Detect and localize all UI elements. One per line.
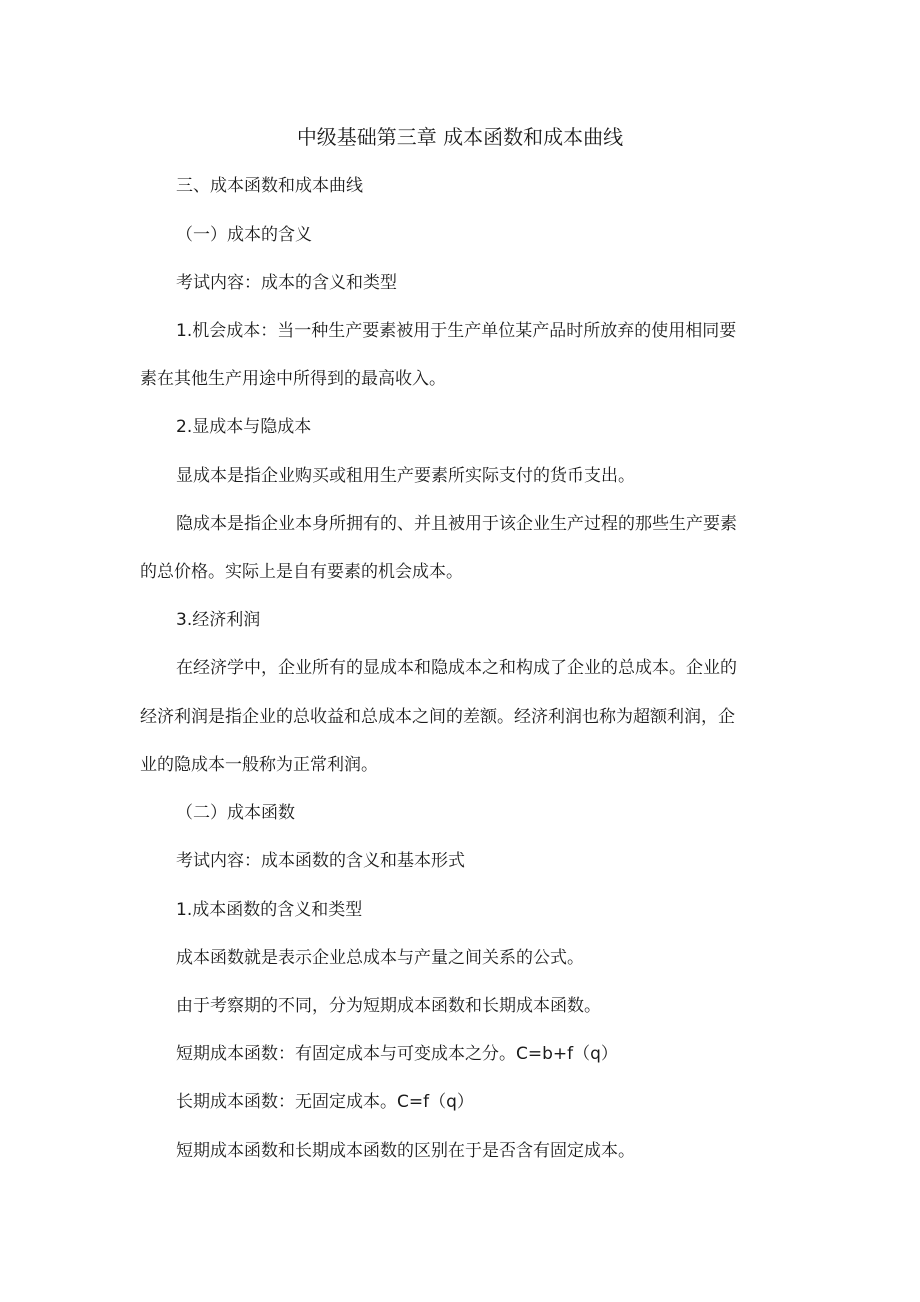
subsection-heading-1: （一）成本的含义: [176, 225, 312, 245]
paragraph-long-run-cost-function: 长期成本函数：无固定成本。C=f（q）: [176, 1092, 474, 1112]
paragraph-cost-function-difference: 短期成本函数和长期成本函数的区别在于是否含有固定成本。: [176, 1141, 635, 1161]
document-title: 中级基础第三章 成本函数和成本曲线: [296, 125, 624, 149]
paragraph-opportunity-cost-line1: 1.机会成本：当一种生产要素被用于生产单位某产品时所放弃的使用相同要: [176, 321, 737, 341]
paragraph-explicit-cost: 显成本是指企业购买或租用生产要素所实际支付的货币支出。: [176, 466, 635, 486]
paragraph-short-run-cost-function: 短期成本函数：有固定成本与可变成本之分。C=b+f（q）: [176, 1044, 618, 1064]
item-heading-explicit-implicit: 2.显成本与隐成本: [176, 417, 312, 437]
exam-content-1: 考试内容：成本的含义和类型: [176, 273, 397, 293]
paragraph-opportunity-cost-line2: 素在其他生产用途中所得到的最高收入。: [140, 369, 446, 389]
item-heading-economic-profit: 3.经济利润: [176, 610, 261, 630]
section-heading-3: 三、成本函数和成本曲线: [176, 176, 363, 196]
paragraph-cost-function-definition: 成本函数就是表示企业总成本与产量之间关系的公式。: [176, 948, 584, 968]
paragraph-economic-profit-line3: 业的隐成本一般称为正常利润。: [140, 755, 378, 775]
exam-content-2: 考试内容：成本函数的含义和基本形式: [176, 851, 465, 871]
paragraph-economic-profit-line2: 经济利润是指企业的总收益和总成本之间的差额。经济利润也称为超额利润，企: [140, 707, 735, 727]
paragraph-implicit-cost-line2: 的总价格。实际上是自有要素的机会成本。: [140, 562, 463, 582]
paragraph-cost-function-types: 由于考察期的不同，分为短期成本函数和长期成本函数。: [176, 996, 601, 1016]
subsection-heading-2: （二）成本函数: [176, 803, 295, 823]
paragraph-implicit-cost-line1: 隐成本是指企业本身所拥有的、并且被用于该企业生产过程的那些生产要素: [176, 514, 737, 534]
item-heading-cost-function: 1.成本函数的含义和类型: [176, 900, 363, 920]
paragraph-economic-profit-line1: 在经济学中，企业所有的显成本和隐成本之和构成了企业的总成本。企业的: [176, 658, 737, 678]
